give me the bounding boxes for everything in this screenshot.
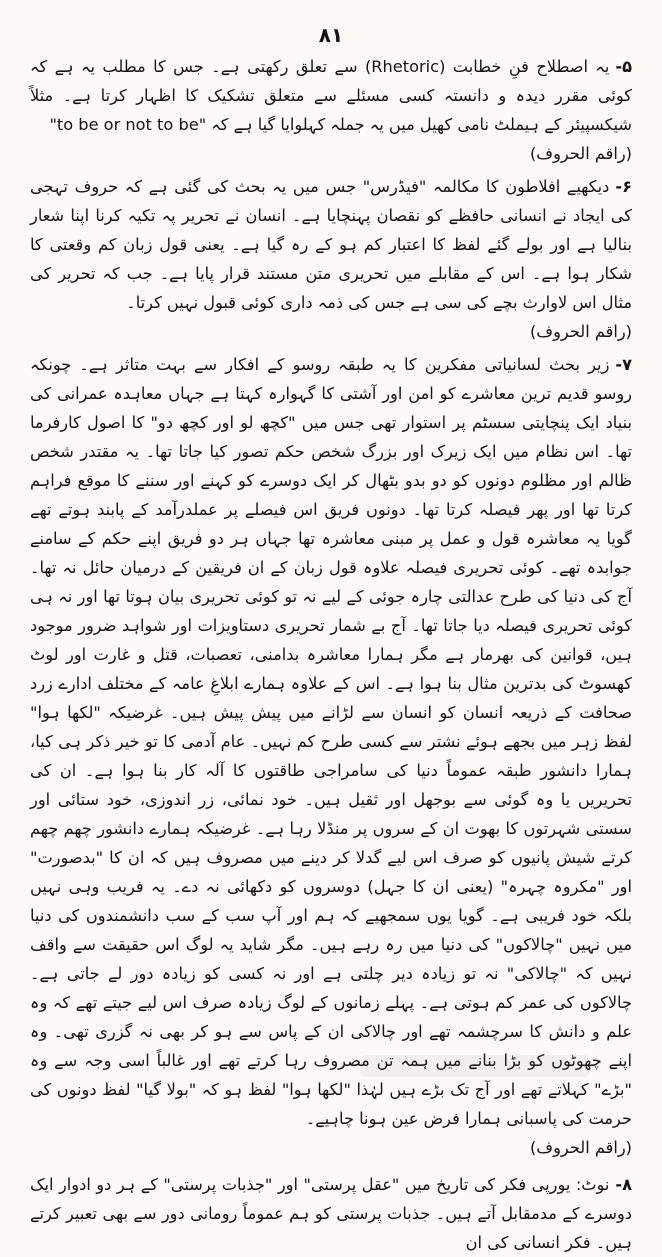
footnote-8 <box>30 1170 632 1257</box>
footnote-number: ۷- <box>615 355 632 374</box>
author-signature: (راقم الحروف) <box>529 1138 632 1157</box>
page-smudge <box>360 1055 590 1077</box>
page-number: ۸۱ <box>318 23 344 47</box>
footnote-7 <box>30 350 632 1162</box>
footnote-5 <box>30 52 632 168</box>
footnote-number: ۸- <box>615 1175 632 1194</box>
author-signature: (راقم الحروف) <box>529 144 632 163</box>
author-signature: (راقم الحروف) <box>529 322 632 341</box>
footnote-number: ۶- <box>615 177 632 196</box>
footnote-text: زیر بحث لسانیاتی مفکرین کا یہ طبقہ روسو کے افکار سے بہت متاثر ہے۔ چونکہ روسو قدیم ترین معاشرے کو امن اور آشتی کا گہوارہ کہتا ہے جہاں معاہدہ عمرانی کی بنیاد ایک پنچایتی سسٹم پر استوار تھی جس میں "کچھ لو اور کچھ دو" کا اصول کارفرما تھا۔ اس نظام میں ایک زیرک اور بزرگ شخص حکم تصور کیا جاتا تھا۔ یہ مقتدر شخص ظالم اور مظلوم دونوں کو دو بدو بٹھال کر ایک دوسرے کو کہنے اور سننے کا موقع فراہم کرتا تھا اور پھر فیصلہ کرتا تھا۔ دونوں فریق اس فیصلے پر عملدرآمد کے پابند ہوتے تھے گویا یہ معاشرہ قول و عمل پر مبنی معاشرہ تھا جہاں ہر دو فریق اپنے حکم کے سامنے جوابدہ تھے۔ کوئی تحریری فیصلہ علاوہ قول زبان کے ان فریقین کے درمیان حائل نہ تھا۔ آج کی دنیا کی طرح عدالتی چارہ جوئی کے لیے نہ تو کوئی تحریری بیان ہوتا تھا اور نہ ہی کوئی تحریری فیصلہ دیا جاتا تھا۔ آج بے شمار تحریری دستاویزات اور شواہد ضرور موجود ہیں، قوانین کی بھرمار ہے مگر ہمارا معاشرہ بدامنی، تعصبات، قتل و غارت اور لوٹ کھسوٹ کی بدترین مثال بنا ہوا ہے۔ اس کے علاوہ ہمارے ابلاغِ عامہ کے مختلف ادارے زرد صحافت کے ذریعہ انسان کو انسان سے لڑانے میں پیش پیش ہیں۔ غرضیکہ "لکھا ہوا" لفظ زہر میں بجھے ہوئے نشتر سے کسی طرح کم نہیں۔ عام آدمی کا تو خیر ذکر ہی کیا، ہمارا دانشور طبقہ عموماً دنیا کی سامراجی طاقتوں کا آلہ کار بنا ہوا ہے۔ ان کی تحریریں یا وہ گوئی سے بوجھل اور ثقیل ہیں۔ خود نمائی، زر اندوزی، خود ستائی اور سستی شہرتوں کا بھوت ان کے سروں پر منڈلا رہا ہے۔ غرضیکہ ہمارے دانشور چھم چھم کرتے شیش پانیوں کو صرف اس لیے گدلا کر دینے میں مصروف ہیں کہ ان کا "بدصورت" اور "مکروہ چہرہ" (یعنی ان کا جہل) دوسروں کو دکھائی نہ دے۔ یہ فریب وہی نہیں بلکہ خود فریبی ہے۔ گویا یوں سمجھیے کہ ہم اور آپ سب کے سب دانشمندوں کی دنیا میں نہیں "چالاکوں" کی دنیا میں رہ رہے ہیں۔ مگر شاید یہ لوگ اس حقیقت سے واقف نہیں کہ "چالاکی" نہ تو زیادہ دیر چلتی ہے اور نہ کسی کو زیادہ دور لے جاتی ہے۔ چالاکوں کی عمر کم ہوتی ہے۔ پہلے زمانوں کے لوگ زیادہ صرف اس لیے جیتے تھے کہ وہ علم و دانش کا سرچشمہ تھے اور چالاکی ان کے پاس سے ہو کر بھی نہ گزری تھی۔ وہ اپنے چھوٹوں کو بڑا بنانے میں ہمہ تن مصروف رہا کرتے تھے اور غالباً اسی وجہ سے وہ "بڑے" کہلاتے تھے اور آج تک بڑے ہیں لہٰذا "لکھا ہوا" لفظ ہو کہ "بولا گیا" لفظ دونوں کی حرمت کی پاسبانی ہمارا فرض عین ہونا چاہیے۔ <box>30 355 632 1128</box>
footnote-text: یہ اصطلاح فنِ خطابت (Rhetoric) سے تعلق رکھتی ہے۔ جس کا مطلب یہ ہے کہ کوئی مقرر دیدہ و دانستہ کسی مسئلے سے متعلق تشکیک کا اظہار کرتا ہے۔ مثلاً شیکسپیئر کے ہیملٹ نامی کھیل میں یہ جملہ کہلوایا گیا ہے کہ "to be or not to be" <box>30 57 632 134</box>
footnote-6 <box>30 172 632 346</box>
footnote-number: ۵- <box>615 57 632 76</box>
footnote-text: دیکھیے افلاطون کا مکالمہ "فیڈرس" جس میں یہ بحث کی گئی ہے کہ حروف تہجی کی ایجاد نے انسانی حافظے کو نقصان پہنچایا ہے۔ انسان نے تحریر پہ تکیہ کرنا اپنا شعار بنالیا ہے اور بولے گئے لفظ کا اعتبار کم ہو کے رہ گیا ہے۔ یعنی قول زبان کم وقعتی کا شکار ہوا ہے۔ اس کے مقابلے میں تحریری متن مستند قرار پایا ہے۔ جب کہ تحریر کی مثال اس لاوارث بچے کی سی ہے جس کی ذمہ داری کوئی قبول نہیں کرتا۔ <box>30 177 632 312</box>
footnote-text: نوٹ: یورپی فکر کی تاریخ میں "عقل پرستی" اور "جذبات پرستی" کے ہر دو ادوار ایک دوسرے کے مدمقابل آتے ہیں۔ جذبات پرستی کو ہم عموماً رومانی دور سے بھی تعبیر کرتے ہیں۔ فکر انسانی کی ان <box>30 1175 632 1252</box>
